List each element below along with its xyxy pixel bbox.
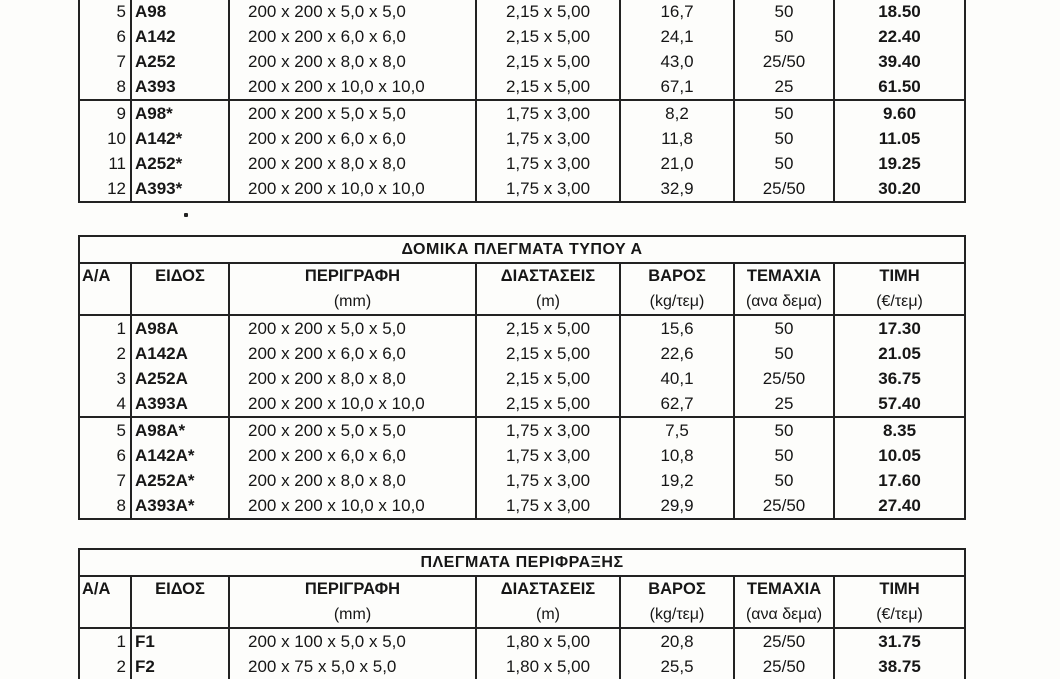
table-row xyxy=(79,628,965,654)
item-price: 10.05 xyxy=(834,443,965,468)
item-code-text: A98 xyxy=(135,2,167,21)
header-dimensions: ΔΙΑΣΤΑΣΕΙΣ xyxy=(476,576,620,602)
header-aa: Α/Α xyxy=(79,576,131,602)
item-dimensions: 2,15 x 5,00 xyxy=(476,341,620,366)
item-price: 39.40 xyxy=(834,49,965,74)
table-row xyxy=(79,49,965,74)
table-row xyxy=(79,341,965,366)
table3-body xyxy=(79,549,965,679)
item-description: 200 x 200 x 6,0 x 6,0 xyxy=(229,443,476,468)
item-pieces: 50 xyxy=(734,443,834,468)
item-code-text: A252 xyxy=(135,52,176,71)
item-price: 19.25 xyxy=(834,151,965,176)
item-dimensions: 1,80 x 5,00 xyxy=(476,654,620,679)
item-description: 200 x 200 x 6,0 x 6,0 xyxy=(229,126,476,151)
item-description: 200 x 200 x 10,0 x 10,0 xyxy=(229,391,476,417)
item-pieces: 50 xyxy=(734,24,834,49)
mesh-price-table-continued xyxy=(78,0,966,203)
item-pieces: 50 xyxy=(734,468,834,493)
item-code-text: A393 xyxy=(135,77,176,96)
item-pieces: 25/50 xyxy=(734,493,834,519)
item-weight: 62,7 xyxy=(620,391,734,417)
item-code-text: A393* xyxy=(135,179,183,198)
item-price: 61.50 xyxy=(834,74,965,100)
item-weight: 19,2 xyxy=(620,468,734,493)
item-weight: 10,8 xyxy=(620,443,734,468)
item-weight: 8,2 xyxy=(620,100,734,126)
table-row xyxy=(79,126,965,151)
item-pieces: 25/50 xyxy=(734,176,834,202)
item-code xyxy=(131,493,229,519)
item-dimensions: 1,75 x 3,00 xyxy=(476,443,620,468)
item-weight: 67,1 xyxy=(620,74,734,100)
item-description: 200 x 200 x 10,0 x 10,0 xyxy=(229,493,476,519)
table-row xyxy=(79,24,965,49)
item-code-text: A98* xyxy=(135,104,173,123)
item-code xyxy=(131,0,229,24)
header-description-unit: (mm) xyxy=(229,289,476,315)
item-code xyxy=(131,151,229,176)
item-code-text: A393A* xyxy=(135,496,195,515)
item-code-text: A98A* xyxy=(135,421,186,440)
item-weight: 29,9 xyxy=(620,493,734,519)
item-price: 36.75 xyxy=(834,366,965,391)
item-dimensions: 2,15 x 5,00 xyxy=(476,49,620,74)
row-number: 1 xyxy=(79,628,131,654)
row-number: 2 xyxy=(79,341,131,366)
item-code xyxy=(131,74,229,100)
item-code-text: A142A* xyxy=(135,446,195,465)
item-pieces: 50 xyxy=(734,341,834,366)
header-price-unit: (€/τεμ) xyxy=(834,289,965,315)
item-price: 8.35 xyxy=(834,417,965,443)
item-description: 200 x 75 x 5,0 x 5,0 xyxy=(229,654,476,679)
item-price: 17.60 xyxy=(834,468,965,493)
item-code-text: A98A xyxy=(135,319,179,338)
item-code xyxy=(131,126,229,151)
item-weight: 40,1 xyxy=(620,366,734,391)
item-dimensions: 2,15 x 5,00 xyxy=(476,74,620,100)
item-code xyxy=(131,628,229,654)
item-pieces: 50 xyxy=(734,151,834,176)
item-weight: 16,7 xyxy=(620,0,734,24)
table-row xyxy=(79,366,965,391)
header-type: ΕΙΔΟΣ xyxy=(131,263,229,289)
item-code xyxy=(131,468,229,493)
header-aa: Α/Α xyxy=(79,263,131,289)
row-number: 5 xyxy=(79,417,131,443)
header-pieces-unit: (ανα δεμα) xyxy=(734,602,834,628)
item-weight: 43,0 xyxy=(620,49,734,74)
table-row xyxy=(79,0,965,24)
item-code xyxy=(131,49,229,74)
item-weight: 21,0 xyxy=(620,151,734,176)
row-number: 1 xyxy=(79,315,131,341)
item-code-text: F1 xyxy=(135,632,155,651)
item-code xyxy=(131,654,229,679)
table-row xyxy=(79,417,965,443)
item-description: 200 x 200 x 8,0 x 8,0 xyxy=(229,366,476,391)
item-pieces: 50 xyxy=(734,315,834,341)
item-description: 200 x 200 x 6,0 x 6,0 xyxy=(229,341,476,366)
header-description: ΠΕΡΙΓΡΑΦΗ xyxy=(229,576,476,602)
header-price-unit: (€/τεμ) xyxy=(834,602,965,628)
item-pieces: 25 xyxy=(734,74,834,100)
item-code-text: A252A* xyxy=(135,471,195,490)
item-dimensions: 1,75 x 3,00 xyxy=(476,468,620,493)
item-code xyxy=(131,341,229,366)
table-row xyxy=(79,315,965,341)
header-weight-unit: (kg/τεμ) xyxy=(620,289,734,315)
item-price: 31.75 xyxy=(834,628,965,654)
item-dimensions: 1,75 x 3,00 xyxy=(476,151,620,176)
item-code-text: A142A xyxy=(135,344,188,363)
item-dimensions: 1,75 x 3,00 xyxy=(476,493,620,519)
item-price: 9.60 xyxy=(834,100,965,126)
item-dimensions: 2,15 x 5,00 xyxy=(476,315,620,341)
item-weight: 15,6 xyxy=(620,315,734,341)
fence-mesh-price-table xyxy=(78,548,966,679)
item-description: 200 x 200 x 5,0 x 5,0 xyxy=(229,0,476,24)
item-pieces: 25/50 xyxy=(734,654,834,679)
row-number: 4 xyxy=(79,391,131,417)
item-description: 200 x 200 x 5,0 x 5,0 xyxy=(229,315,476,341)
row-number: 9 xyxy=(79,100,131,126)
item-description: 200 x 200 x 5,0 x 5,0 xyxy=(229,417,476,443)
row-number: 6 xyxy=(79,24,131,49)
item-description: 200 x 200 x 10,0 x 10,0 xyxy=(229,74,476,100)
item-weight: 22,6 xyxy=(620,341,734,366)
item-price: 27.40 xyxy=(834,493,965,519)
table-title: ΠΛΕΓΜΑΤΑ ΠΕΡΙΦΡΑΞΗΣ xyxy=(79,549,965,576)
item-code xyxy=(131,24,229,49)
header-weight: ΒΑΡΟΣ xyxy=(620,576,734,602)
item-pieces: 50 xyxy=(734,417,834,443)
row-number: 7 xyxy=(79,49,131,74)
item-dimensions: 1,75 x 3,00 xyxy=(476,100,620,126)
row-number: 5 xyxy=(79,0,131,24)
item-weight: 20,8 xyxy=(620,628,734,654)
item-code-text: F2 xyxy=(135,657,155,676)
item-pieces: 50 xyxy=(734,100,834,126)
table-row xyxy=(79,100,965,126)
item-price: 38.75 xyxy=(834,654,965,679)
item-description: 200 x 200 x 8,0 x 8,0 xyxy=(229,49,476,74)
header-price: ΤΙΜΗ xyxy=(834,576,965,602)
table-row xyxy=(79,443,965,468)
item-code-text: A142 xyxy=(135,27,176,46)
item-code-text: A393A xyxy=(135,394,188,413)
table-row xyxy=(79,74,965,100)
item-dimensions: 2,15 x 5,00 xyxy=(476,366,620,391)
header-type: ΕΙΔΟΣ xyxy=(131,576,229,602)
item-code xyxy=(131,315,229,341)
item-pieces: 50 xyxy=(734,126,834,151)
item-pieces: 25/50 xyxy=(734,49,834,74)
header-dimensions-unit: (m) xyxy=(476,289,620,315)
item-description: 200 x 200 x 6,0 x 6,0 xyxy=(229,24,476,49)
table1-body xyxy=(79,0,965,202)
table-row xyxy=(79,151,965,176)
table-title: ΔΟΜΙΚΑ ΠΛΕΓΜΑΤΑ ΤΥΠΟΥ Α xyxy=(79,236,965,263)
row-number: 11 xyxy=(79,151,131,176)
item-code xyxy=(131,391,229,417)
item-dimensions: 2,15 x 5,00 xyxy=(476,24,620,49)
header-description-unit: (mm) xyxy=(229,602,476,628)
table-row xyxy=(79,176,965,202)
row-number: 3 xyxy=(79,366,131,391)
item-description: 200 x 200 x 10,0 x 10,0 xyxy=(229,176,476,202)
item-weight: 32,9 xyxy=(620,176,734,202)
table-row xyxy=(79,391,965,417)
row-number: 6 xyxy=(79,443,131,468)
table-row xyxy=(79,493,965,519)
header-weight-unit: (kg/τεμ) xyxy=(620,602,734,628)
item-description: 200 x 200 x 8,0 x 8,0 xyxy=(229,151,476,176)
item-weight: 25,5 xyxy=(620,654,734,679)
header-dimensions-unit: (m) xyxy=(476,602,620,628)
row-number: 12 xyxy=(79,176,131,202)
item-code xyxy=(131,100,229,126)
table-row xyxy=(79,654,965,679)
item-dimensions: 1,75 x 3,00 xyxy=(476,126,620,151)
item-price: 22.40 xyxy=(834,24,965,49)
item-price: 30.20 xyxy=(834,176,965,202)
item-weight: 7,5 xyxy=(620,417,734,443)
header-pieces: ΤΕΜΑΧΙΑ xyxy=(734,263,834,289)
item-description: 200 x 100 x 5,0 x 5,0 xyxy=(229,628,476,654)
item-price: 11.05 xyxy=(834,126,965,151)
scan-speck xyxy=(184,213,188,217)
table2-body xyxy=(79,236,965,519)
header-price: ΤΙΜΗ xyxy=(834,263,965,289)
item-dimensions: 2,15 x 5,00 xyxy=(476,0,620,24)
item-description: 200 x 200 x 8,0 x 8,0 xyxy=(229,468,476,493)
table-row xyxy=(79,468,965,493)
item-dimensions: 1,80 x 5,00 xyxy=(476,628,620,654)
item-weight: 11,8 xyxy=(620,126,734,151)
item-weight: 24,1 xyxy=(620,24,734,49)
item-dimensions: 2,15 x 5,00 xyxy=(476,391,620,417)
type-a-mesh-price-table xyxy=(78,235,966,520)
item-pieces: 50 xyxy=(734,0,834,24)
item-description: 200 x 200 x 5,0 x 5,0 xyxy=(229,100,476,126)
item-pieces: 25/50 xyxy=(734,366,834,391)
item-pieces: 25 xyxy=(734,391,834,417)
header-pieces-unit: (ανα δεμα) xyxy=(734,289,834,315)
item-dimensions: 1,75 x 3,00 xyxy=(476,417,620,443)
header-pieces: ΤΕΜΑΧΙΑ xyxy=(734,576,834,602)
row-number: 10 xyxy=(79,126,131,151)
item-code xyxy=(131,417,229,443)
item-code-text: A252* xyxy=(135,154,183,173)
item-price: 21.05 xyxy=(834,341,965,366)
item-code-text: A142* xyxy=(135,129,183,148)
row-number: 8 xyxy=(79,493,131,519)
item-code xyxy=(131,366,229,391)
item-code xyxy=(131,443,229,468)
row-number: 8 xyxy=(79,74,131,100)
header-weight: ΒΑΡΟΣ xyxy=(620,263,734,289)
item-code xyxy=(131,176,229,202)
header-dimensions: ΔΙΑΣΤΑΣΕΙΣ xyxy=(476,263,620,289)
row-number: 7 xyxy=(79,468,131,493)
item-price: 17.30 xyxy=(834,315,965,341)
row-number: 2 xyxy=(79,654,131,679)
header-description: ΠΕΡΙΓΡΑΦΗ xyxy=(229,263,476,289)
item-pieces: 25/50 xyxy=(734,628,834,654)
item-price: 57.40 xyxy=(834,391,965,417)
item-price: 18.50 xyxy=(834,0,965,24)
item-code-text: A252A xyxy=(135,369,188,388)
item-dimensions: 1,75 x 3,00 xyxy=(476,176,620,202)
